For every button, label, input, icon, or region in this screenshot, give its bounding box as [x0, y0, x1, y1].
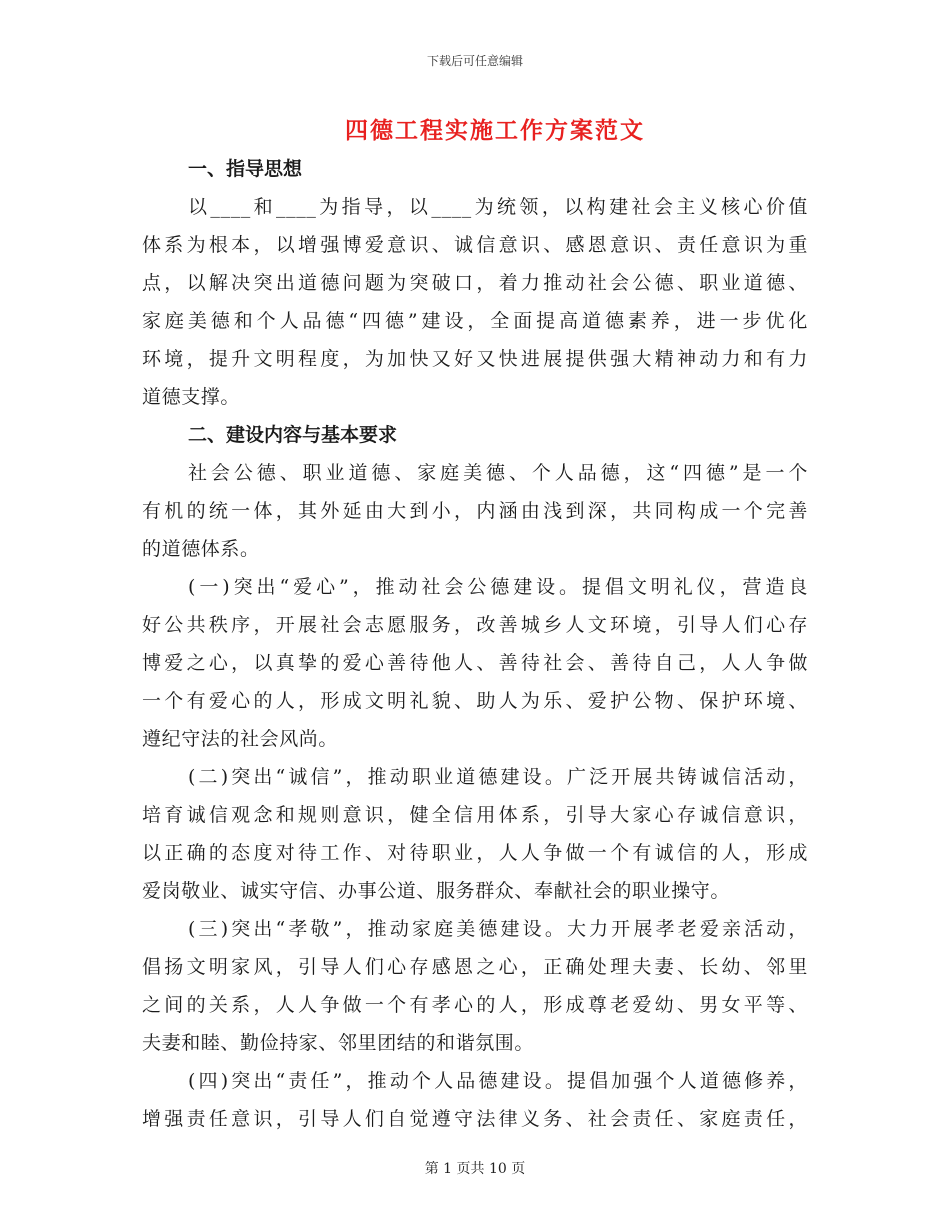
- text-line: (四)突出“责任”，推动个人品德建设。提倡加强个人道德修养，: [188, 1070, 808, 1092]
- text-line: 以正确的态度对待工作、对待职业，人人争做一个有诚信的人，形成: [142, 842, 808, 864]
- page-header: 下载后可任意编辑: [426, 54, 523, 68]
- text-line: 以____和____为指导，以____为统领，以构建社会主义核心价值: [188, 196, 808, 218]
- section-heading-2: 二、建设内容与基本要求: [188, 424, 398, 446]
- text-line: 的道德体系。: [142, 538, 260, 560]
- paragraph-filial-piety: [142, 910, 808, 1062]
- text-line: 家庭美德和个人品德“四德”建设，全面提高道德素养，进一步优化: [142, 310, 808, 332]
- text-line: 爱岗敬业、诚实守信、办事公道、服务群众、奉献社会的职业操守。: [142, 880, 731, 902]
- paragraph-four-virtues-intro: [142, 454, 808, 568]
- paragraph-integrity: [142, 758, 808, 910]
- text-line: 博爱之心，以真挚的爱心善待他人、善待社会、善待自己，人人争做: [142, 652, 808, 674]
- text-line: 夫妻和睦、勤俭持家、邻里团结的和谐氛围。: [142, 1032, 535, 1054]
- paragraph-guiding-thought: [142, 188, 808, 416]
- document-body: [142, 150, 808, 1138]
- text-line: 体系为根本，以增强博爱意识、诚信意识、感恩意识、责任意识为重: [142, 234, 808, 256]
- text-line: 环境，提升文明程度，为加快又好又快进展提供强大精神动力和有力: [142, 348, 808, 370]
- text-line: 培育诚信观念和规则意识，健全信用体系，引导大家心存诚信意识，: [142, 804, 808, 826]
- text-line: 点，以解决突出道德问题为突破口，着力推动社会公德、职业道德、: [142, 272, 808, 294]
- text-line: 有机的统一体，其外延由大到小，内涵由浅到深，共同构成一个完善: [142, 500, 808, 522]
- section-heading-1: 一、指导思想: [188, 158, 303, 180]
- text-line: (二)突出“诚信”，推动职业道德建设。广泛开展共铸诚信活动，: [188, 766, 808, 788]
- document-title: 四德工程实施工作方案范文: [345, 117, 645, 144]
- text-line: 社会公德、职业道德、家庭美德、个人品德，这“四德”是一个: [188, 462, 808, 484]
- page-number: 第 1 页共 10 页: [424, 1161, 526, 1177]
- text-line: 道德支撑。: [142, 386, 241, 408]
- text-line: 遵纪守法的社会风尚。: [142, 728, 339, 750]
- text-line: 好公共秩序，开展社会志愿服务，改善城乡人文环境，引导人们心存: [142, 614, 808, 636]
- text-line: 倡扬文明家风，引导人们心存感恩之心，正确处理夫妻、长幼、邻里: [142, 956, 808, 978]
- paragraph-responsibility: [142, 1062, 808, 1138]
- paragraph-love: [142, 568, 808, 758]
- text-line: (一)突出“爱心”，推动社会公德建设。提倡文明礼仪，营造良: [188, 576, 808, 598]
- text-line: (三)突出“孝敬”，推动家庭美德建设。大力开展孝老爱亲活动，: [188, 918, 808, 940]
- text-line: 之间的关系，人人争做一个有孝心的人，形成尊老爱幼、男女平等、: [142, 994, 808, 1016]
- text-line: 增强责任意识，引导人们自觉遵守法律义务、社会责任、家庭责任，: [142, 1108, 808, 1130]
- text-line: 一个有爱心的人，形成文明礼貌、助人为乐、爱护公物、保护环境、: [142, 690, 808, 712]
